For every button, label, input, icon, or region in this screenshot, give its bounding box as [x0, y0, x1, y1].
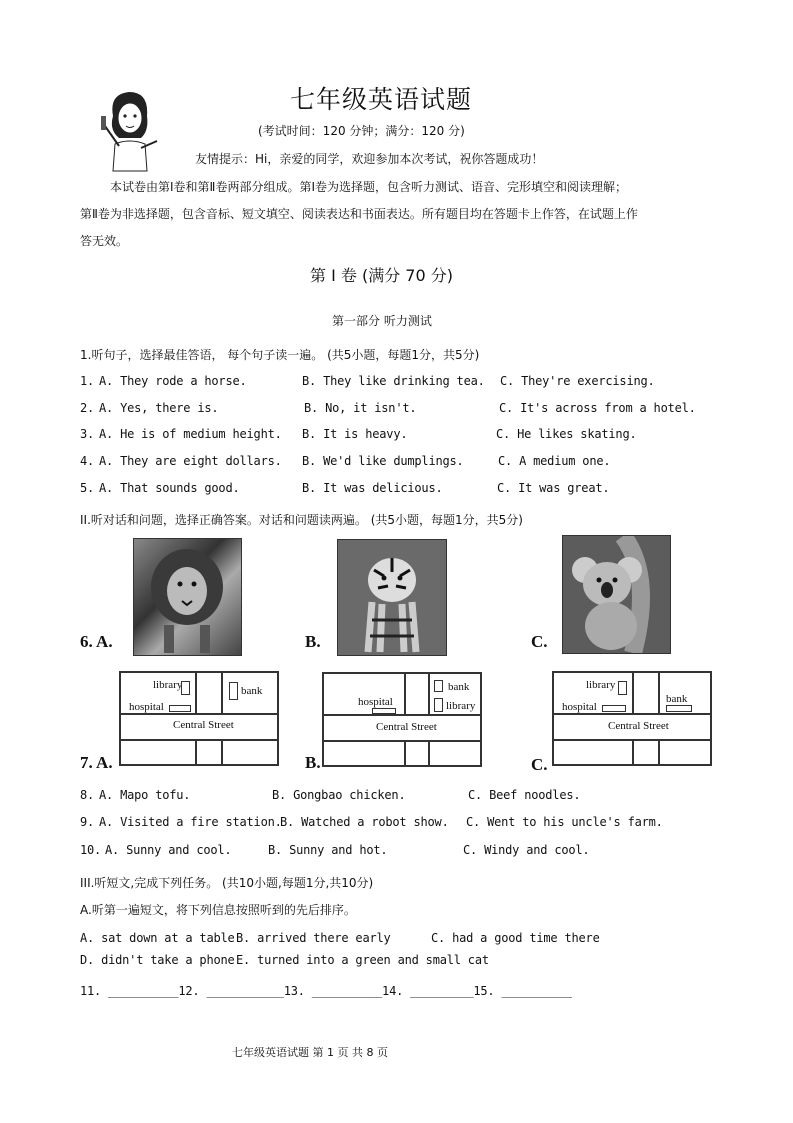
- option-a: A. They rode a horse.: [99, 374, 247, 388]
- street-label: Central Street: [376, 721, 437, 733]
- option-b: B. They like drinking tea.: [302, 374, 485, 388]
- option-a: A. They are eight dollars.: [99, 454, 282, 468]
- option-b: B. It is heavy.: [302, 427, 408, 441]
- tiger-picture: [337, 539, 447, 656]
- option-c: C. Went to his uncle's farm.: [466, 815, 663, 829]
- map-b: [322, 672, 482, 767]
- option-a: A. He is of medium height.: [99, 427, 282, 441]
- option-a: A. That sounds good.: [99, 481, 240, 495]
- section3-sub-a: A.听第一遍短文，将下列信息按照听到的先后排序。: [80, 903, 356, 917]
- option-b: B. Watched a robot show.: [280, 815, 449, 829]
- option-c: C. He likes skating.: [496, 427, 637, 441]
- option-b: B. It was delicious.: [302, 481, 443, 495]
- map-a: [119, 671, 279, 766]
- ordering-option-e: E. turned into a green and small cat: [236, 953, 489, 967]
- option-a: A. Yes, there is.: [99, 401, 219, 415]
- hospital-building: [602, 705, 626, 712]
- option-a: A. Sunny and cool.: [105, 843, 232, 857]
- question-number: 9.: [80, 815, 95, 829]
- intro-line-2: 第Ⅱ卷为非选择题，包含音标、短文填空、阅读表达和书面表达。所有题目均在答题卡上作答，在试题上作: [80, 207, 638, 221]
- q7-label-a: 7. A.: [80, 753, 113, 772]
- library-label: library: [586, 679, 616, 691]
- option-b: B. We'd like dumplings.: [302, 454, 464, 468]
- section2-instruction: II.听对话和问题，选择正确答案。对话和问题读两遍。 (共5小题，每题1分，共5分): [80, 513, 523, 527]
- part-title: 第一部分 听力测试: [332, 314, 432, 328]
- option-c: C. It's across from a hotel.: [499, 401, 696, 415]
- section1-instruction: 1.听句子，选择最佳答语， 每个句子读一遍。 (共5小题，每题1分，共5分): [80, 348, 480, 362]
- section3-instruction: III.听短文,完成下列任务。 (共10小题,每题1分,共10分): [80, 876, 374, 890]
- hospital-building: [372, 708, 396, 714]
- bank-label: bank: [666, 693, 688, 705]
- intro-line-3: 答无效。: [80, 234, 129, 248]
- question-number: 2.: [80, 401, 95, 415]
- question-number: 8.: [80, 788, 95, 802]
- option-a: A. Mapo tofu.: [99, 788, 191, 802]
- q7-label-c: C.: [531, 755, 548, 774]
- page-footer: 七年级英语试题 第 1 页 共 8 页: [232, 1046, 388, 1059]
- koala-picture: [562, 535, 671, 654]
- option-c: C. Windy and cool.: [463, 843, 590, 857]
- q6-label-c: C.: [531, 632, 548, 651]
- library-label: library: [446, 700, 476, 712]
- bank-label: bank: [241, 685, 263, 697]
- library-building: [618, 681, 627, 695]
- cartoon-girl-illustration: [95, 86, 165, 176]
- option-c: C. They're exercising.: [500, 374, 655, 388]
- question-number: 5.: [80, 481, 95, 495]
- lion-picture: [133, 538, 242, 656]
- street-label: Central Street: [173, 719, 234, 731]
- hospital-label: hospital: [562, 701, 597, 713]
- library-building: [434, 698, 443, 712]
- option-c: C. It was great.: [497, 481, 610, 495]
- ordering-option-d: D. didn't take a phone: [80, 953, 235, 967]
- volume-title: 第 Ⅰ 卷 (满分 70 分): [310, 266, 453, 285]
- question-number: 10.: [80, 843, 102, 857]
- answer-blanks[interactable]: 11. __________12. ___________13. __________14. _________15. __________: [80, 984, 572, 998]
- bank-label: bank: [448, 681, 470, 693]
- option-b: B. No, it isn't.: [304, 401, 417, 415]
- bank-building: [434, 680, 443, 692]
- q6-label-b: B.: [305, 632, 321, 651]
- question-number: 4.: [80, 454, 95, 468]
- option-c: C. A medium one.: [498, 454, 611, 468]
- intro-line-1: 本试卷由第Ⅰ卷和第Ⅱ卷两部分组成。第Ⅰ卷为选择题，包含听力测试、语音、完形填空和阅读理解；: [110, 180, 627, 194]
- bank-building: [229, 682, 238, 700]
- exam-info: (考试时间：120 分钟；满分：120 分): [258, 124, 465, 138]
- question-number: 3.: [80, 427, 95, 441]
- option-a: A. Visited a fire station.: [99, 815, 282, 829]
- ordering-option-a: A. sat down at a table: [80, 931, 235, 945]
- option-c: C. Beef noodles.: [468, 788, 581, 802]
- q7-label-b: B.: [305, 753, 321, 772]
- map-c: [552, 671, 712, 766]
- bank-building: [666, 705, 692, 712]
- friendly-tip: 友情提示：Hi，亲爱的同学，欢迎参加本次考试，祝你答题成功！: [195, 152, 544, 166]
- hospital-label: hospital: [358, 696, 393, 708]
- option-b: B. Sunny and hot.: [268, 843, 388, 857]
- option-b: B. Gongbao chicken.: [272, 788, 406, 802]
- ordering-option-b: B. arrived there early: [236, 931, 391, 945]
- library-label: library: [153, 679, 183, 691]
- ordering-option-c: C. had a good time there: [431, 931, 600, 945]
- library-building: [181, 681, 190, 695]
- q6-label-a: 6. A.: [80, 632, 113, 651]
- question-number: 1.: [80, 374, 95, 388]
- hospital-building: [169, 705, 191, 712]
- street-label: Central Street: [608, 720, 669, 732]
- exam-title: 七年级英语试题: [290, 85, 473, 114]
- hospital-label: hospital: [129, 701, 164, 713]
